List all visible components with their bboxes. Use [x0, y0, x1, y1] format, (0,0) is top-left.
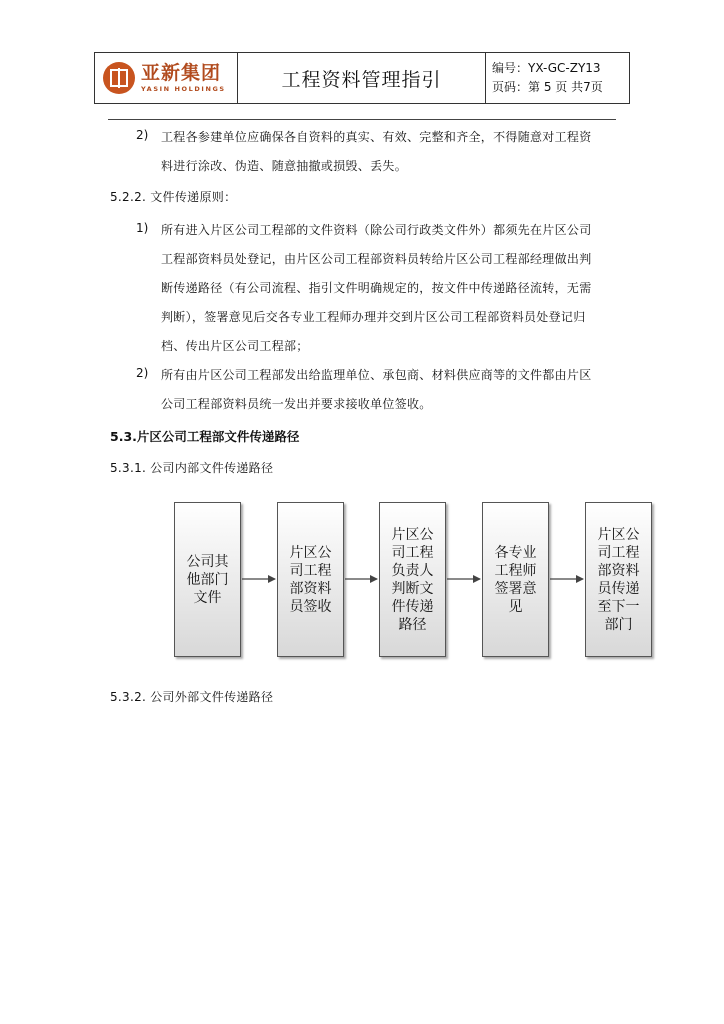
paragraph-line: 所有进入片区公司工程部的文件资料（除公司行政类文件外）都须先在片区公司 — [161, 223, 592, 237]
paragraph-line: 料进行涂改、伪造、随意抽撤或损毁、丢失。 — [161, 159, 408, 173]
section-heading-5-3-2: 5.3.2. 公司外部文件传递路径 — [110, 690, 274, 704]
section-heading-5-3: 5.3.片区公司工程部文件传递路径 — [110, 429, 300, 444]
flow-step-label: 公司其他部门文件 — [186, 553, 229, 606]
document-title: 工程资料管理指引 — [238, 53, 486, 103]
page-number: 页码：第 5 页 共7页 — [492, 80, 603, 94]
paragraph-line: 断传递路径（有公司流程、指引文件明确规定的，按文件中传递路径流转，无需 — [161, 281, 592, 295]
flow-step-label: 片区公司工程负责人判断文件传递路径 — [391, 526, 434, 633]
paragraph-line: 工程各参建单位应确保各自资料的真实、有效、完整和齐全，不得随意对工程资 — [161, 130, 592, 144]
document-code: 编号：YX-GC-ZY13 — [492, 61, 601, 75]
paragraph-line: 判断），签署意见后交各专业工程师办理并交到片区公司工程部资料员处登记归 — [161, 310, 586, 324]
section-heading-5-3-1: 5.3.1. 公司内部文件传递路径 — [110, 461, 274, 475]
list-number: 2) — [136, 366, 149, 380]
flow-step-label: 片区公司工程部资料员传递至下一部门 — [597, 526, 640, 633]
paragraph-line: 档、传出片区公司工程部； — [161, 339, 309, 353]
logo-name-cn: 亚新集团 — [141, 61, 222, 84]
list-number: 2) — [136, 128, 149, 142]
paragraph-line: 工程部资料员处登记，由片区公司工程部资料员转给片区公司工程部经理做出判 — [161, 252, 592, 266]
paragraph-line: 公司工程部资料员统一发出并要求接收单位签收。 — [161, 397, 432, 411]
paragraph-line: 所有由片区公司工程部发出给监理单位、承包商、材料供应商等的文件都由片区 — [161, 368, 592, 382]
flow-step-label: 各专业工程师签署意见 — [494, 544, 537, 615]
logo-name-en: YASIN HOLDINGS — [141, 84, 226, 93]
flow-step-label: 片区公司工程部资料员签收 — [289, 544, 332, 615]
list-number: 1) — [136, 221, 149, 235]
section-heading-5-2-2: 5.2.2. 文件传递原则： — [110, 190, 237, 204]
